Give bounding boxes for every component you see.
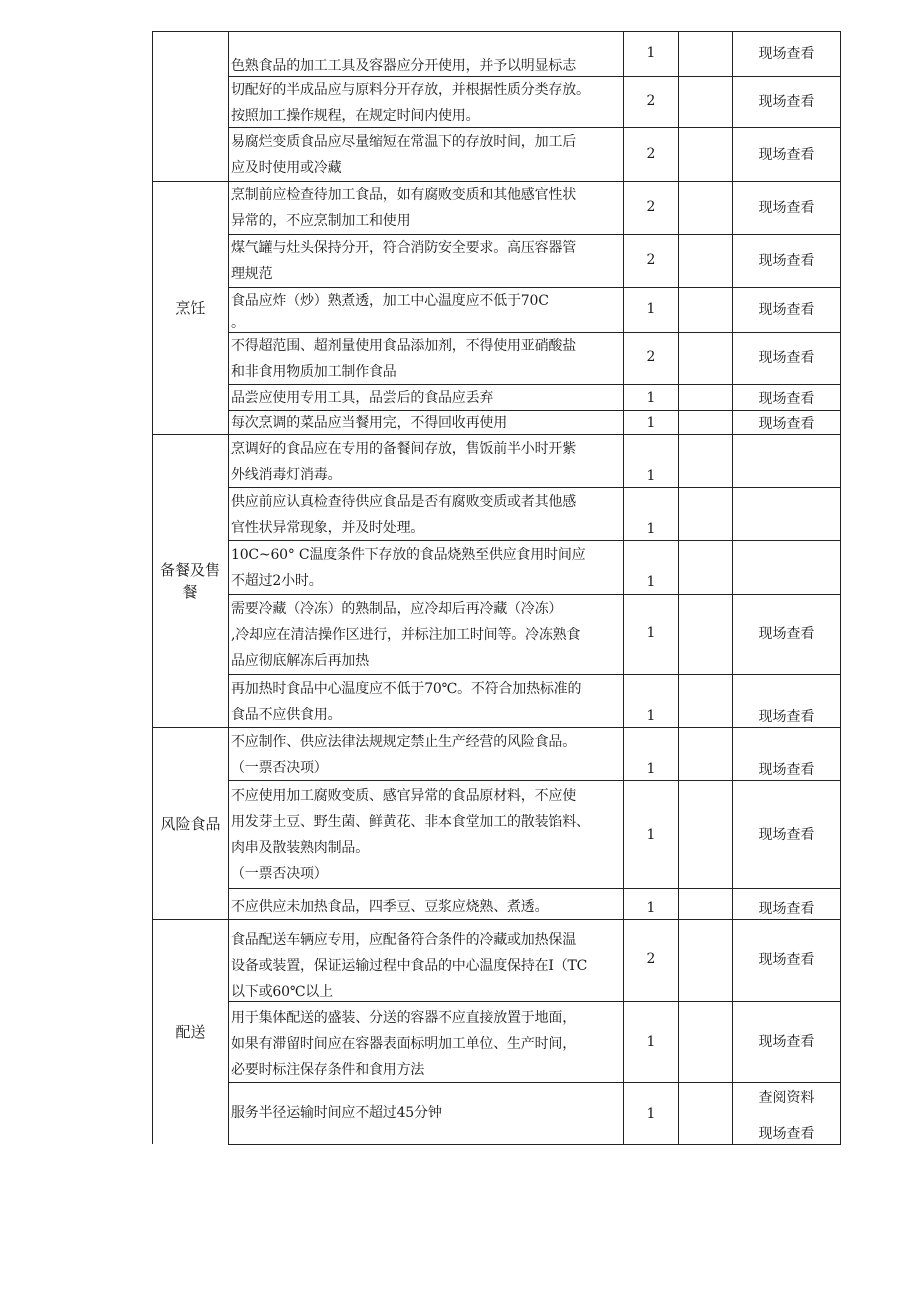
method-cell: 现场查看 xyxy=(758,94,815,110)
category-cell xyxy=(153,32,228,181)
category-cell: 风险食品 xyxy=(160,814,221,833)
score-cell: 1 xyxy=(646,574,656,590)
score-cell: 2 xyxy=(646,951,656,967)
table-rule xyxy=(228,31,229,1145)
method-cell: 查阅资料 现场查看 xyxy=(758,1090,815,1142)
method-cell: 现场查看 xyxy=(758,1034,815,1050)
method-cell: 现场查看 xyxy=(758,827,815,843)
requirement-text: 不应使用加工腐败变质、感官异常的食品原材料，不应使 用发芽土豆、野生菌、鲜黄花、非本食堂加工的散装馅料、 肉串及散装熟肉制品。 （一票否决项） xyxy=(231,788,590,882)
score-cell: 1 xyxy=(646,468,656,484)
score-cell: 1 xyxy=(646,761,656,777)
method-cell: 现场查看 xyxy=(758,952,815,968)
method-cell: 现场查看 xyxy=(758,626,815,642)
category-cell: 备餐及售餐 xyxy=(159,561,220,601)
method-cell: 现场查看 xyxy=(758,901,815,917)
table-rule xyxy=(228,594,841,595)
table-rule xyxy=(228,888,841,889)
category-cell: 配送 xyxy=(175,1023,206,1041)
method-cell: 现场查看 xyxy=(758,46,815,62)
requirement-text: 不得超范围、超剂量使用食品添加剂，不得使用亚硝酸盐 和非食用物质加工制作食品 xyxy=(231,338,576,380)
method-cell: 现场查看 xyxy=(758,147,815,163)
requirement-text: 食品应炸（炒）熟煮透，加工中心温度应不低于70C 。 xyxy=(231,293,549,331)
requirement-text: 每次烹调的菜品应当餐用完，不得回收再使用 xyxy=(231,415,507,431)
requirement-text: 不应制作、供应法律法规规定禁止生产经营的风险食品。 （一票否决项） xyxy=(231,734,576,776)
requirement-text: 服务半径运输时间应不超过45分钟 xyxy=(231,1105,442,1121)
method-cell: 现场查看 xyxy=(758,709,815,725)
table-rule xyxy=(228,287,841,288)
score-cell: 1 xyxy=(646,827,656,843)
score-cell: 1 xyxy=(646,415,656,431)
requirement-text: 食品配送车辆应专用，应配备符合条件的冷藏或加热保温 设备或装置，保证运输过程中食品的中心温度保持在I（TC 以下或60℃以上 xyxy=(231,932,588,1000)
score-cell: 1 xyxy=(646,1106,656,1122)
score-cell: 1 xyxy=(646,45,656,61)
score-cell: 1 xyxy=(646,708,656,724)
requirement-text: 不应供应未加热食品，四季豆、豆浆应烧熟、煮透。 xyxy=(231,899,549,915)
requirement-text: 需要冷藏（冷冻）的熟制品，应冷却后再冷藏（冷冻） ,冷却应在清洁操作区进行，并标注加工时间等。冷冻熟食 品应彻底解冻后再加热 xyxy=(231,601,581,669)
score-cell: 2 xyxy=(646,199,656,215)
category-cell: 烹饪 xyxy=(175,299,206,317)
method-cell: 现场查看 xyxy=(758,391,815,407)
requirement-text: 易腐烂变质食品应尽量缩短在常温下的存放时间，加工后 应及时使用或冷藏 xyxy=(231,134,576,176)
method-cell: 现场查看 xyxy=(758,350,815,366)
requirement-text: 烹调好的食品应在专用的备餐间存放，售饭前半小时开紫 外线消毒灯消毒。 xyxy=(231,441,576,483)
method-cell: 现场查看 xyxy=(758,416,815,432)
table-rule xyxy=(678,31,679,1145)
score-cell: 1 xyxy=(646,390,656,406)
requirement-text: 再加热时食品中心温度应不低于70℃。不符合加热标准的 食品不应供食用。 xyxy=(231,681,582,723)
score-cell: 1 xyxy=(646,301,656,317)
method-cell: 现场查看 xyxy=(758,200,815,216)
score-cell: 1 xyxy=(646,900,656,916)
score-cell: 2 xyxy=(646,349,656,365)
requirement-text: 品尝应使用专用工具，品尝后的食品应丢弃 xyxy=(231,390,494,406)
requirement-text: 切配好的半成品应与原料分开存放，并根据性质分类存放。 按照加工操作规程，在规定时间内使用。 xyxy=(231,82,590,124)
score-cell: 1 xyxy=(646,521,656,537)
score-cell: 2 xyxy=(646,93,656,109)
requirement-text: 10C~60° C温度条件下存放的食品烧熟至供应食用时间应 不超过2小时。 xyxy=(231,547,586,589)
method-cell: 现场查看 xyxy=(758,762,815,778)
requirement-text: 供应前应认真检查待供应食品是否有腐败变质或者其他感 官性状异常现象，并及时处理。 xyxy=(231,494,576,536)
score-cell: 1 xyxy=(646,625,656,641)
table-rule xyxy=(840,31,841,1145)
requirement-text: 煤气罐与灶头保持分开，符合消防安全要求。高压容器管 理规范 xyxy=(231,240,576,282)
method-cell: 现场查看 xyxy=(758,302,815,318)
table-rule xyxy=(228,674,841,675)
table-rule xyxy=(152,31,841,32)
score-cell: 2 xyxy=(646,146,656,162)
method-cell: 现场查看 xyxy=(758,253,815,269)
score-cell: 2 xyxy=(646,252,656,268)
requirement-text: 烹制前应检查待加工食品，如有腐败变质和其他感官性状 异常的，不应烹制加工和使用 xyxy=(231,187,576,229)
requirement-text: 用于集体配送的盛装、分送的容器不应直接放置于地面， 如果有滞留时间应在容器表面标明加工单位、生产时间， 必要时标注保存条件和食用方法 xyxy=(231,1010,576,1078)
requirement-text: 色熟食品的加工工具及容器应分开使用，并予以明显标志 xyxy=(231,58,576,74)
score-cell: 1 xyxy=(646,1034,656,1050)
